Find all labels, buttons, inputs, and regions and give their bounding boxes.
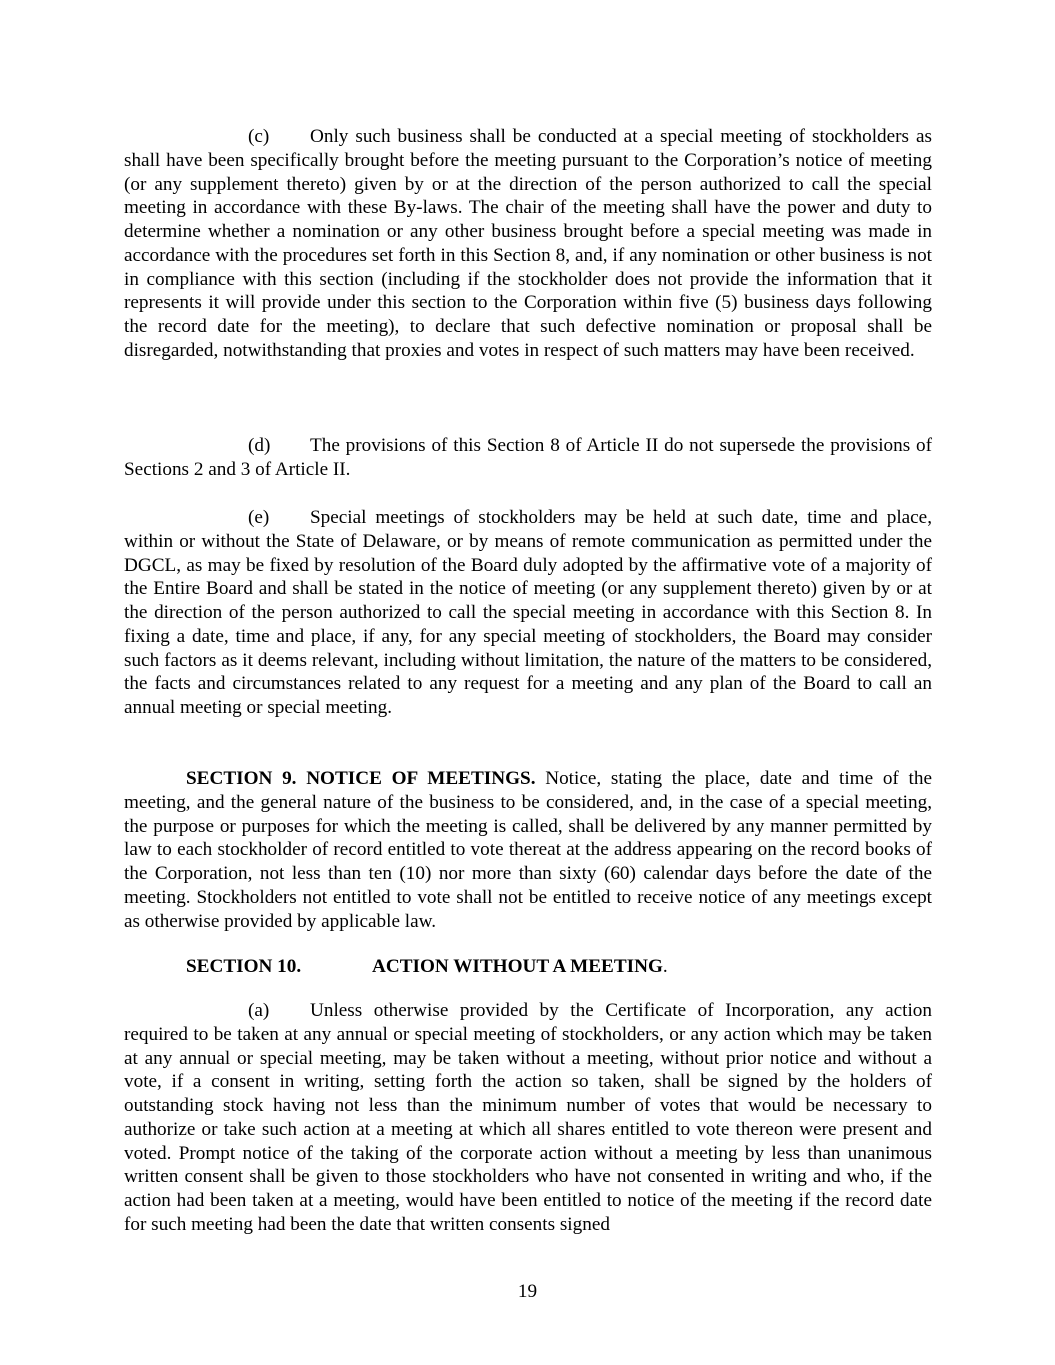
section-10-number: SECTION 10.: [186, 956, 302, 977]
paragraph-10a-text: Unless otherwise provided by the Certificate of Incorporation, any action required to be taken at any annual or special meeting of stockholders, or any action which may be taken at any annual or special meeting, may be taken without a meeting, without prior notice and without a vote, if a consent in writing, setting forth the action so taken, shall be signed by the holders of outstanding stock having not less than the minimum number of votes that would be necessary to authorize or take such action at a meeting at which all shares entitled to vote thereon were present and voted. Prompt notice of the taking of the corporate action without a meeting by less than unanimous written consent shall be given to those stockholders who have not consented in writing and who, if the action had been taken at a meeting, would have been entitled to notice of the meeting if the record date for such meeting had been the date that written consents signed: [124, 1000, 932, 1235]
section-10-heading: [186, 955, 668, 979]
paragraph-d-label: (d): [248, 435, 271, 456]
paragraph-10a: [124, 999, 932, 1237]
section-10-title: ACTION WITHOUT A MEETING: [372, 956, 663, 977]
page-number: 19: [517, 1281, 538, 1302]
paragraph-c-text: Only such business shall be conducted at a special meeting of stockholders as shall have been specifically brought before the meeting pursuant to the Corporation’s notice of meeting (or any supplement thereto) given by or at the direction of the person authorized to call the special meeting in accordance with these By-laws. The chair of the meeting shall have the power and duty to determine whether a nomination or any other business brought before a special meeting was made in accordance with the procedures set forth in this Section 8, and, if any nomination or other business is not in compliance with this section (including if the stockholder does not provide the information that it represents it will provide under this section to the Corporation within five (5) business days following the record date for the meeting), to declare that such defective nomination or proposal shall be disregarded, notwithstanding that proxies and votes in respect of such matters may have been received.: [124, 126, 932, 361]
paragraph-e: [124, 506, 932, 720]
paragraph-d: [124, 434, 932, 482]
section-10-title-suffix: .: [662, 956, 668, 977]
paragraph-e-text: Special meetings of stockholders may be held at such date, time and place, within or without the State of Delaware, or by means of remote communication as permitted under the DGCL, as may be fixed by resolution of the Board duly adopted by the affirmative vote of a majority of the Entire Board and shall be stated in the notice of meeting (or any supplement thereto) given by or at the direction of the person authorized to call the special meeting in accordance with this Section 8. In fixing a date, time and place, if any, for any special meeting of stockholders, the Board may consider such factors as it deems relevant, including without limitation, the nature of the matters to be considered, the facts and circumstances related to any request for a meeting and any plan of the Board to call an annual meeting or special meeting.: [124, 507, 932, 718]
paragraph-e-label: (e): [248, 507, 270, 528]
paragraph-d-text: The provisions of this Section 8 of Article II do not supersede the provisions of Sections 2 and 3 of Article II.: [124, 435, 932, 480]
paragraph-c: [124, 125, 932, 363]
section-9: [124, 767, 932, 933]
paragraph-c-label: (c): [248, 126, 270, 147]
section-9-heading: SECTION 9. NOTICE OF MEETINGS.: [186, 768, 536, 789]
section-9-text: Notice, stating the place, date and time of the meeting, and the general nature of the business to be considered, and, in the case of a special meeting, the purpose or purposes for which the meeting is called, shall be delivered by any manner permitted by law to each stockholder of record entitled to vote thereat at the address appearing on the record books of the Corporation, not less than ten (10) nor more than sixty (60) calendar days before the date of the meeting. Stockholders not entitled to vote shall not be entitled to receive notice of any meetings except as otherwise provided by applicable law.: [124, 768, 932, 932]
paragraph-10a-label: (a): [248, 1000, 270, 1021]
